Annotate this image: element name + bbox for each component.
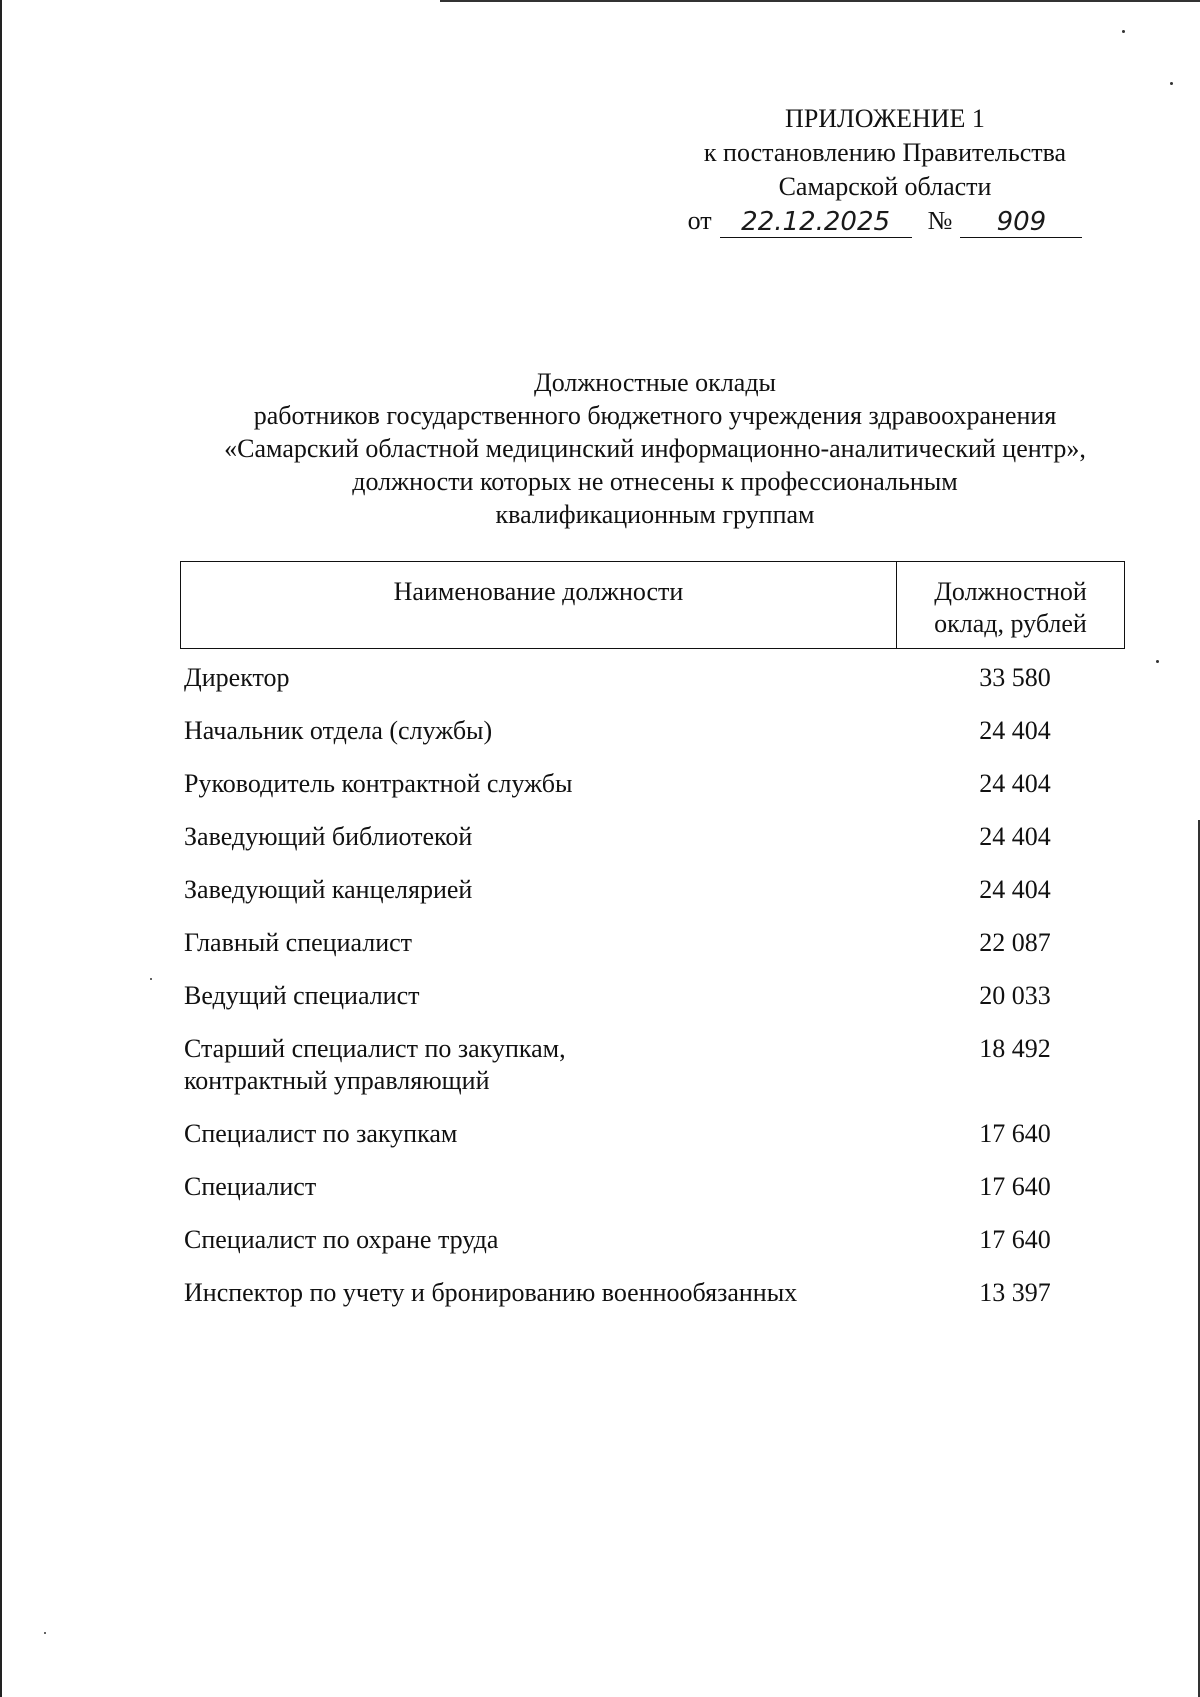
document-title (140, 366, 1170, 531)
salary-value: 17 640 (979, 1172, 1051, 1201)
table-row (184, 974, 1124, 1027)
handwritten-date: 22.12.2025 (720, 207, 912, 238)
scan-speck (44, 1632, 46, 1634)
title-line-1: Должностные оклады (533, 368, 777, 397)
date-prefix: от (687, 206, 712, 235)
salary-value: 24 404 (979, 822, 1051, 851)
position-name: Специалист по закупкам (184, 1119, 458, 1148)
position-name: Специалист (184, 1172, 317, 1201)
column-header-position: Наименование должности (181, 562, 897, 648)
salary-table-body (184, 656, 1124, 1324)
table-row (184, 1112, 1124, 1165)
appendix-decree-line: к постановлению Правительства (703, 138, 1067, 167)
table-row (184, 1165, 1124, 1218)
title-line-5: квалификационным группам (495, 500, 815, 529)
table-row (184, 1271, 1124, 1324)
appendix-header (640, 102, 1130, 238)
scan-speck (150, 978, 152, 980)
salary-table-header (180, 561, 1125, 649)
salary-value: 17 640 (979, 1119, 1051, 1148)
title-line-3: «Самарский областной медицинский информационно-аналитический центр», (224, 434, 1086, 463)
table-row (184, 656, 1124, 709)
number-prefix: № (927, 206, 953, 235)
appendix-date-number-line (640, 204, 1130, 238)
position-name: Инспектор по учету и бронированию военнообязанных (184, 1278, 798, 1307)
table-row (184, 762, 1124, 815)
appendix-region-line: Самарской области (778, 172, 992, 201)
salary-value: 17 640 (979, 1225, 1051, 1254)
salary-value: 24 404 (979, 716, 1051, 745)
scan-edge-left (0, 0, 2, 1697)
position-name: Ведущий специалист (184, 981, 420, 1010)
salary-value: 18 492 (979, 1034, 1051, 1063)
table-row (184, 815, 1124, 868)
salary-value: 13 397 (979, 1278, 1051, 1307)
position-name: Главный специалист (184, 928, 413, 957)
position-name: Начальник отдела (службы) (184, 716, 493, 745)
scan-speck (1122, 30, 1125, 33)
table-row (184, 1027, 1124, 1112)
salary-value: 20 033 (979, 981, 1051, 1010)
handwritten-number: 909 (960, 207, 1082, 238)
position-name: Директор (184, 663, 290, 692)
title-line-4: должности которых не отнесены к профессиональным (352, 467, 958, 496)
position-name: Заведующий канцелярией (184, 875, 473, 904)
salary-value: 24 404 (979, 875, 1051, 904)
salary-value: 33 580 (979, 663, 1051, 692)
salary-value: 22 087 (979, 928, 1051, 957)
table-row (184, 709, 1124, 762)
column-header-salary: Должностной оклад, рублей (934, 577, 1087, 638)
title-line-2: работников государственного бюджетного учреждения здравоохранения (253, 401, 1057, 430)
table-row (184, 1218, 1124, 1271)
position-name: Старший специалист по закупкам, контрактный управляющий (184, 1034, 566, 1095)
table-row (184, 868, 1124, 921)
appendix-title: ПРИЛОЖЕНИЕ 1 (785, 104, 985, 133)
scan-speck (1156, 660, 1159, 663)
position-name: Специалист по охране труда (184, 1225, 499, 1254)
scan-speck (1170, 82, 1173, 85)
scan-edge-top (440, 0, 1200, 2)
table-row (184, 921, 1124, 974)
position-name: Заведующий библиотекой (184, 822, 473, 851)
position-name: Руководитель контрактной службы (184, 769, 573, 798)
salary-value: 24 404 (979, 769, 1051, 798)
